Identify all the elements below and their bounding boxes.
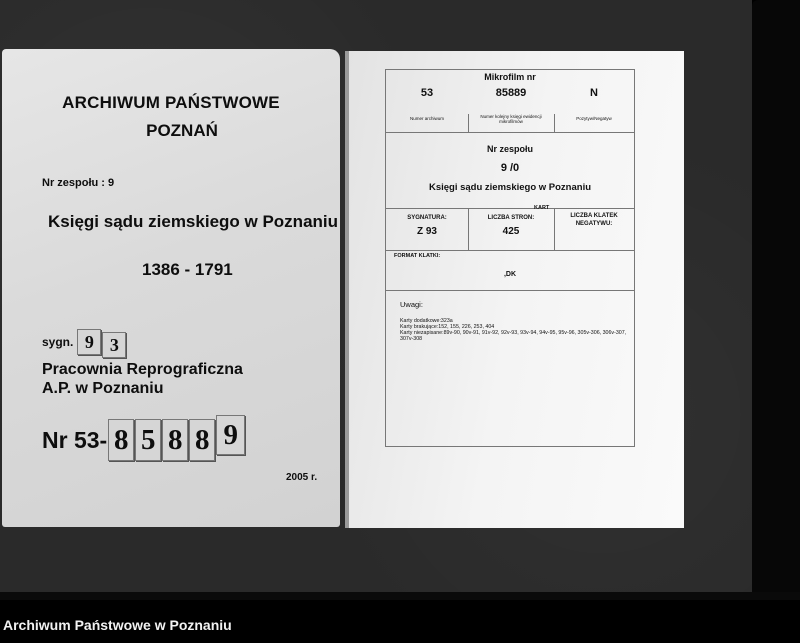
notes-list: [400, 318, 628, 342]
notes-row: [386, 290, 634, 446]
microfilm-number-row: [42, 419, 246, 461]
pages-label: LICZBA STRON:: [487, 215, 535, 221]
divider: [468, 114, 469, 132]
format-value: ,DK: [503, 271, 517, 278]
date-range: 1386 - 1791: [142, 260, 233, 279]
pages-value: 425: [502, 226, 520, 237]
fond-number: Nr zespołu : 9: [42, 177, 115, 189]
notes-label: Uwagi:: [400, 300, 423, 309]
form-table: [385, 69, 635, 447]
microfilm-digit: 8: [162, 419, 188, 461]
fond-row: [386, 132, 634, 209]
institution-name: ARCHIWUM PAŃSTWOWE: [62, 93, 280, 112]
microfilm-number-label: Nr 53-: [42, 426, 108, 453]
signature-label: SYGNATURA:: [407, 215, 447, 221]
caption-text: Archiwum Państwowe w Poznaniu: [3, 617, 232, 633]
fond-value: 9 /0: [500, 162, 520, 174]
note-item: Karty dodatkowe:323a: [400, 318, 453, 324]
microfilm-number: 85889: [495, 87, 527, 99]
pages-correction: KART: [534, 205, 550, 211]
archive-number-caption: Numer archiwum: [409, 116, 444, 121]
frames-label: LICZBA KLATEK NEGATYWU:: [570, 213, 618, 227]
polarity-caption: Pozytyw/Negatyw: [576, 116, 612, 121]
signature-value: Z 93: [416, 226, 437, 237]
microfilm-digit: 8: [108, 419, 134, 461]
fond-title: Księgi sądu ziemskiego w Poznaniu: [48, 212, 339, 231]
signature-digit: 9: [77, 329, 101, 355]
note-item: Karty brakujące:152, 155, 226, 253, 404: [400, 324, 495, 330]
signature-row: [42, 326, 126, 358]
microfilm-digit: 5: [135, 419, 161, 461]
divider: [554, 114, 555, 132]
film-bottom-strip: [0, 592, 800, 600]
microfilm-form-sheet: [345, 51, 684, 528]
archive-number: 53: [420, 87, 434, 99]
note-item: Karty niezapisane:89v-90, 90v-91, 91v-92, 92v-93, 93v-94, 94v-95, 95v-96, 305v-306, 306v-307, 307v-308: [400, 330, 627, 342]
signature-digit: 3: [102, 332, 126, 358]
year: 2005 r.: [286, 472, 318, 483]
signature-pages-row: [386, 205, 634, 251]
fond-label: Nr zespołu: [486, 144, 533, 154]
cover-card: [2, 49, 340, 527]
caption-bar: [0, 600, 800, 643]
microfilm-number-caption: Numer kolejny księgi ewidencji mikrofilmów: [480, 114, 542, 124]
divider: [554, 208, 555, 250]
microfilm-digit: 9: [216, 415, 245, 455]
format-row: [386, 250, 634, 291]
institution-city: POZNAŃ: [146, 121, 218, 140]
lab-name-line2: A.P. w Poznaniu: [42, 380, 164, 397]
divider: [468, 208, 469, 250]
film-edge: [752, 0, 800, 600]
fond-name: Księgi sądu ziemskiego w Poznaniu: [428, 182, 592, 193]
microfilm-digit: 8: [189, 419, 215, 461]
signature-label: sygn.: [42, 335, 74, 349]
microfilm-row: [386, 70, 634, 133]
lab-name-line1: Pracownia Reprograficzna: [42, 361, 243, 378]
microfilm-title: Mikrofilm nr: [484, 72, 536, 82]
polarity: N: [590, 87, 598, 99]
lab-name: [42, 360, 243, 398]
format-label: FORMAT KLATKI:: [394, 253, 441, 259]
